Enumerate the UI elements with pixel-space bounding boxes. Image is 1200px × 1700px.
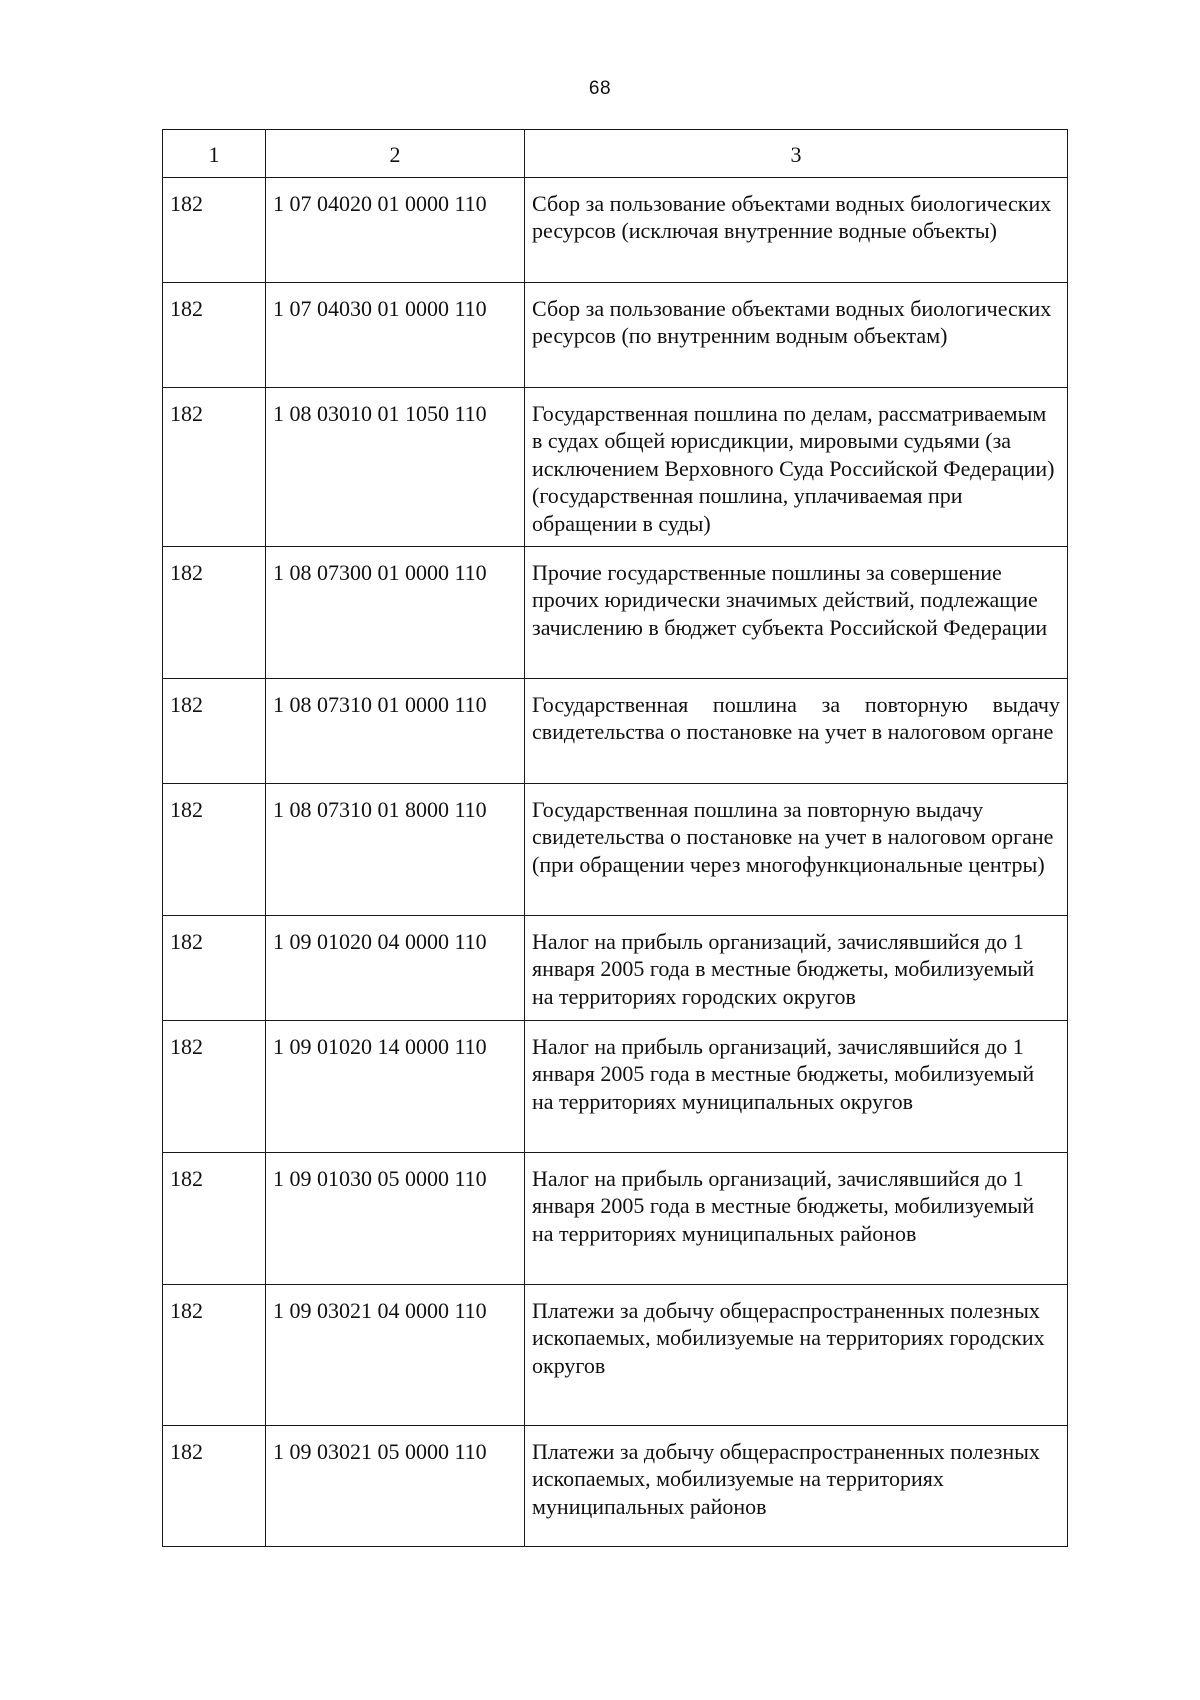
table-header-row bbox=[163, 130, 1068, 178]
admin-code-cell: 182 bbox=[163, 1020, 266, 1152]
revenue-name-cell: Сбор за пользование объектами водных биологических ресурсов (исключая внутренние водные объекты) bbox=[525, 177, 1068, 282]
budget-code-cell: 1 09 03021 04 0000 110 bbox=[266, 1284, 525, 1425]
budget-code-cell: 1 07 04030 01 0000 110 bbox=[266, 282, 525, 387]
table-row bbox=[163, 282, 1068, 387]
revenue-name-cell: Сбор за пользование объектами водных биологических ресурсов (по внутренним водным объектам) bbox=[525, 282, 1068, 387]
admin-code-cell: 182 bbox=[163, 282, 266, 387]
revenue-name-cell: Государственная пошлина за повторную выдачу свидетельства о постановке на учет в налоговом органе bbox=[525, 678, 1068, 783]
page-number: 68 bbox=[588, 78, 612, 99]
table-row bbox=[163, 1425, 1068, 1546]
budget-code-cell: 1 09 03021 05 0000 110 bbox=[266, 1425, 525, 1546]
budget-code-cell: 1 09 01020 04 0000 110 bbox=[266, 915, 525, 1020]
admin-code-cell: 182 bbox=[163, 915, 266, 1020]
table-row bbox=[163, 1152, 1068, 1284]
revenue-name-cell: Платежи за добычу общераспространенных полезных ископаемых, мобилизуемые на территориях муниципальных районов bbox=[525, 1425, 1068, 1546]
table-row bbox=[163, 546, 1068, 678]
budget-revenue-table bbox=[162, 129, 1068, 1547]
revenue-name-cell: Налог на прибыль организаций, зачислявшийся до 1 января 2005 года в местные бюджеты, мобилизуемый на территориях муниципальных районов bbox=[525, 1152, 1068, 1284]
admin-code-cell: 182 bbox=[163, 678, 266, 783]
admin-code-cell: 182 bbox=[163, 177, 266, 282]
column-header-1: 1 bbox=[163, 130, 266, 178]
revenue-name-cell: Государственная пошлина по делам, рассматриваемым в судах общей юрисдикции, мировыми судьями (за исключением Верховного Суда Российской Федерации) (государственная пошлина, уплачиваемая при обращении в суды) bbox=[525, 387, 1068, 546]
admin-code-cell: 182 bbox=[163, 1425, 266, 1546]
table-row bbox=[163, 915, 1068, 1020]
revenue-name-cell: Прочие государственные пошлины за совершение прочих юридически значимых действий, подлежащие зачислению в бюджет субъекта Российской Федерации bbox=[525, 546, 1068, 678]
table-row bbox=[163, 1020, 1068, 1152]
revenue-name-cell: Государственная пошлина за повторную выдачу свидетельства о постановке на учет в налоговом органе (при обращении через многофункциональные центры) bbox=[525, 783, 1068, 915]
budget-code-cell: 1 08 07300 01 0000 110 bbox=[266, 546, 525, 678]
column-header-3: 3 bbox=[525, 130, 1068, 178]
table-row bbox=[163, 678, 1068, 783]
admin-code-cell: 182 bbox=[163, 387, 266, 546]
budget-code-cell: 1 08 03010 01 1050 110 bbox=[266, 387, 525, 546]
admin-code-cell: 182 bbox=[163, 1284, 266, 1425]
table-row bbox=[163, 387, 1068, 546]
table-row bbox=[163, 783, 1068, 915]
revenue-name-cell: Налог на прибыль организаций, зачислявшийся до 1 января 2005 года в местные бюджеты, мобилизуемый на территориях муниципальных округов bbox=[525, 1020, 1068, 1152]
budget-code-cell: 1 08 07310 01 8000 110 bbox=[266, 783, 525, 915]
table-row bbox=[163, 1284, 1068, 1425]
budget-code-cell: 1 08 07310 01 0000 110 bbox=[266, 678, 525, 783]
admin-code-cell: 182 bbox=[163, 546, 266, 678]
table-row bbox=[163, 177, 1068, 282]
revenue-name-cell: Платежи за добычу общераспространенных полезных ископаемых, мобилизуемые на территориях городских округов bbox=[525, 1284, 1068, 1425]
admin-code-cell: 182 bbox=[163, 1152, 266, 1284]
budget-code-cell: 1 07 04020 01 0000 110 bbox=[266, 177, 525, 282]
budget-code-cell: 1 09 01030 05 0000 110 bbox=[266, 1152, 525, 1284]
admin-code-cell: 182 bbox=[163, 783, 266, 915]
budget-code-cell: 1 09 01020 14 0000 110 bbox=[266, 1020, 525, 1152]
column-header-2: 2 bbox=[266, 130, 525, 178]
revenue-name-cell: Налог на прибыль организаций, зачислявшийся до 1 января 2005 года в местные бюджеты, мобилизуемый на территориях городских округов bbox=[525, 915, 1068, 1020]
